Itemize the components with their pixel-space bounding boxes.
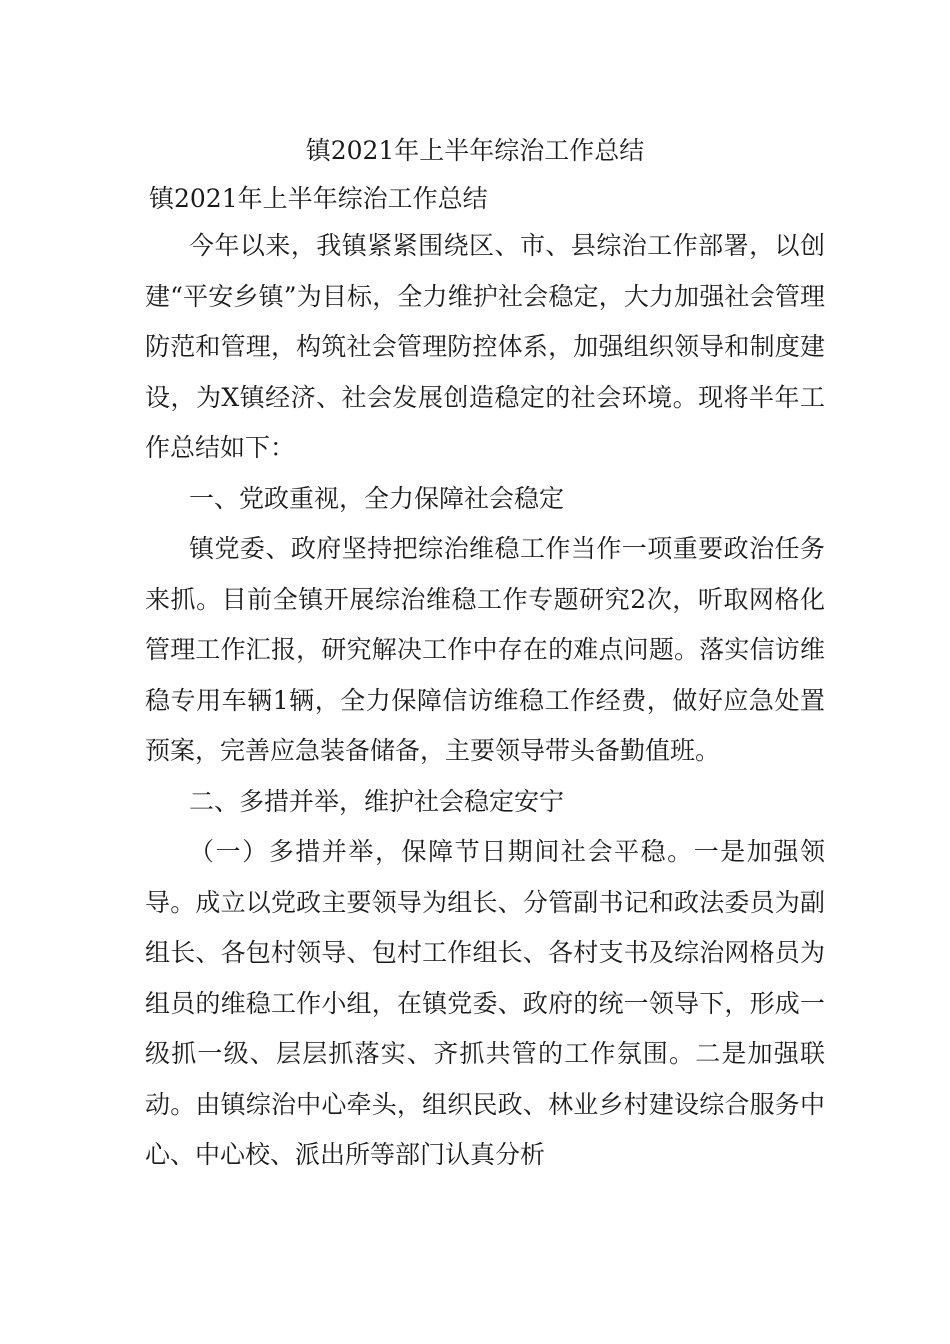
document-subtitle: 镇2021年上半年综治工作总结 (149, 184, 488, 213)
section-2-paragraph: （一）多措并举，保障节日期间社会平稳。一是加强领导。成立以党政主要领导为组长、分管副书记和政法委员为副组长、各包村领导、包村工作组长、各村支书及综治网格员为组员的维稳工作小组，在镇党委、政府的统一领导下，形成一级抓一级、层层抓落实、齐抓共管的工作氛围。二是加强联动。由镇综治中心牵头，组织民政、林业乡村建设综合服务中心、中心校、派出所等部门认真分析 (145, 837, 825, 1169)
section-1-paragraph: 镇党委、政府坚持把综治维稳工作当作一项重要政治任务来抓。目前全镇开展综治维稳工作专题研究2次，听取网格化管理工作汇报，研究解决工作中存在的难点问题。落实信访维稳专用车辆1辆，全力保障信访维稳工作经费，做好应急处置预案，完善应急装备储备，主要领导带头备勤值班。 (145, 534, 825, 765)
section-heading-1: 一、党政重视，全力保障社会稳定 (189, 483, 565, 513)
document-title: 镇2021年上半年综治工作总结 (305, 136, 645, 165)
intro-paragraph: 今年以来，我镇紧紧围绕区、市、县综治工作部署，以创建“平安乡镇”为目标，全力维护社会稳定，大力加强社会管理防范和管理，构筑社会管理防控体系，加强组织领导和制度建设，为X镇经济、社会发展创造稳定的社会环境。现将半年工作总结如下： (145, 231, 825, 462)
section-heading-2: 二、多措并举，维护社会稳定安宁 (189, 786, 565, 816)
document-body (145, 177, 825, 1181)
